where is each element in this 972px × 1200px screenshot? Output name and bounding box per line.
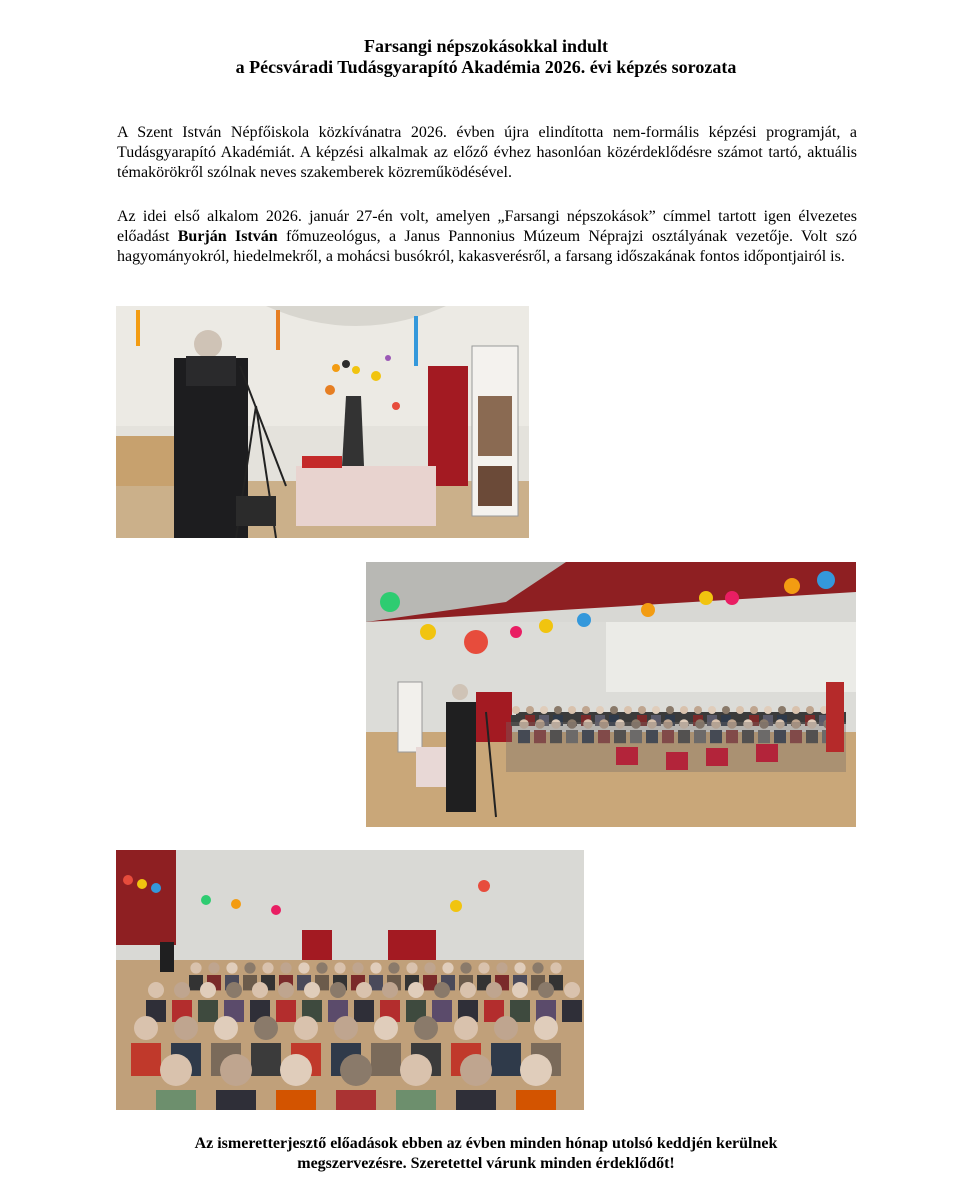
event-text-before: Az idei első alkalom 2026. január 27-én volt, amelyen „Farsangi népszokások” címmel tartott igen élvezetes előadást — [117, 208, 857, 245]
photo-hall-image — [366, 562, 856, 827]
document-title — [0, 36, 972, 78]
closing-line-1: Az ismeretterjesztő előadások ebben az évben minden hónap utolsó keddjén kerülnek — [194, 1135, 778, 1152]
speaker-name: Burján István — [177, 228, 278, 245]
event-text-after: főmuzeológus, a Janus Pannonius Múzeum Néprajzi osztályának vezetője. Volt szó hagyományokról, hiedelmekről, a mohácsi busókról, kakasverésről, a farsang időszakának fontos időpontjairól is. — [117, 228, 858, 265]
closing-line-2: megszervezésre. Szeretettel várunk minden érdeklődőt! — [297, 1155, 675, 1172]
event-paragraph — [117, 207, 857, 267]
photo-audience — [116, 850, 584, 1110]
photo-audience-image — [116, 850, 584, 1110]
photo-hall — [366, 562, 856, 827]
title-line-2: a Pécsváradi Tudásgyarapító Akadémia 2026. évi képzés sorozata — [235, 57, 737, 77]
intro-paragraph: A Szent István Népfőiskola közkívánatra 2026. évben újra elindította nem-formális képzési programját, a Tudásgyarapító Akadémiát. A képzési alkalmak az előző évhez hasonlóan közérdeklődésre számot tartó, aktuális témakörökről szólnak neves szakemberek közreműködésével. — [117, 124, 857, 181]
photo-speaker — [116, 306, 529, 538]
photo-speaker-image — [116, 306, 529, 538]
title-line-1: Farsangi népszokásokkal indult — [363, 36, 609, 56]
closing-note — [0, 1134, 972, 1174]
